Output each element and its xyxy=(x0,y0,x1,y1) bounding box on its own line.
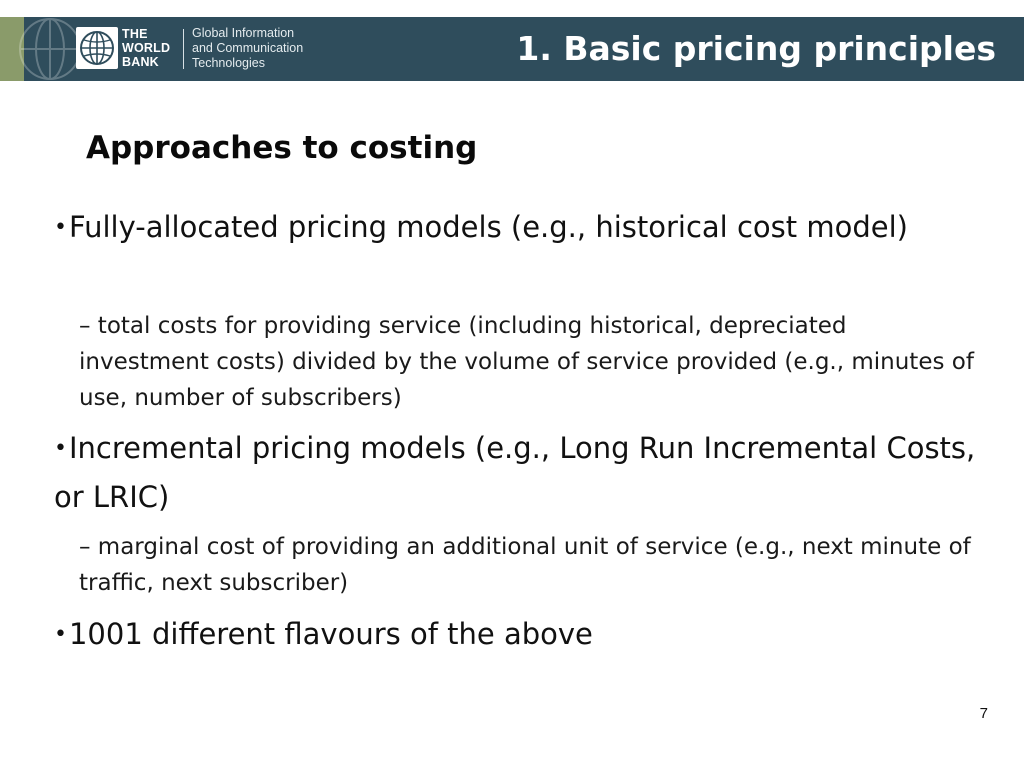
slide-subtitle: Approaches to costing xyxy=(86,130,478,166)
bullet-text: Fully-allocated pricing models (e.g., historical cost model) xyxy=(68,210,908,244)
world-bank-logo xyxy=(76,27,118,69)
logo-wordmark xyxy=(122,27,182,69)
globe-watermark-icon xyxy=(18,17,82,81)
page-number: 7 xyxy=(979,705,988,722)
header-bar xyxy=(0,17,1024,81)
bullet-marker: • xyxy=(54,622,67,647)
logo-divider xyxy=(183,29,184,69)
logo-line: BANK xyxy=(122,55,159,69)
bullet-text: 1001 different flavours of the above xyxy=(68,617,593,651)
tagline-line: Global Information xyxy=(192,26,295,40)
bullet-marker: • xyxy=(54,215,67,240)
logo-tagline xyxy=(192,26,342,71)
logo-line: THE xyxy=(122,27,148,41)
tagline-line: and Communication xyxy=(192,41,304,55)
logo-line: WORLD xyxy=(122,41,171,55)
sub-bullet-item: – total costs for providing service (including historical, depreciated investment costs) divided by the volume of service provided (e.g., minutes of use, number of subscribers) xyxy=(79,313,974,411)
bullet-text: Incremental pricing models (e.g., Long Run Incremental Costs, or LRIC) xyxy=(54,431,976,514)
sub-bullet-item: – marginal cost of providing an additional unit of service (e.g., next minute of traffic, next subscriber) xyxy=(79,534,971,596)
bullet-item xyxy=(54,203,984,252)
slide-title: 1. Basic pricing principles xyxy=(516,29,996,68)
tagline-line: Technologies xyxy=(192,56,265,70)
bullet-marker: • xyxy=(54,436,67,461)
bullet-item xyxy=(54,424,984,521)
globe-logo-icon xyxy=(78,29,116,67)
bullet-item xyxy=(54,610,984,659)
